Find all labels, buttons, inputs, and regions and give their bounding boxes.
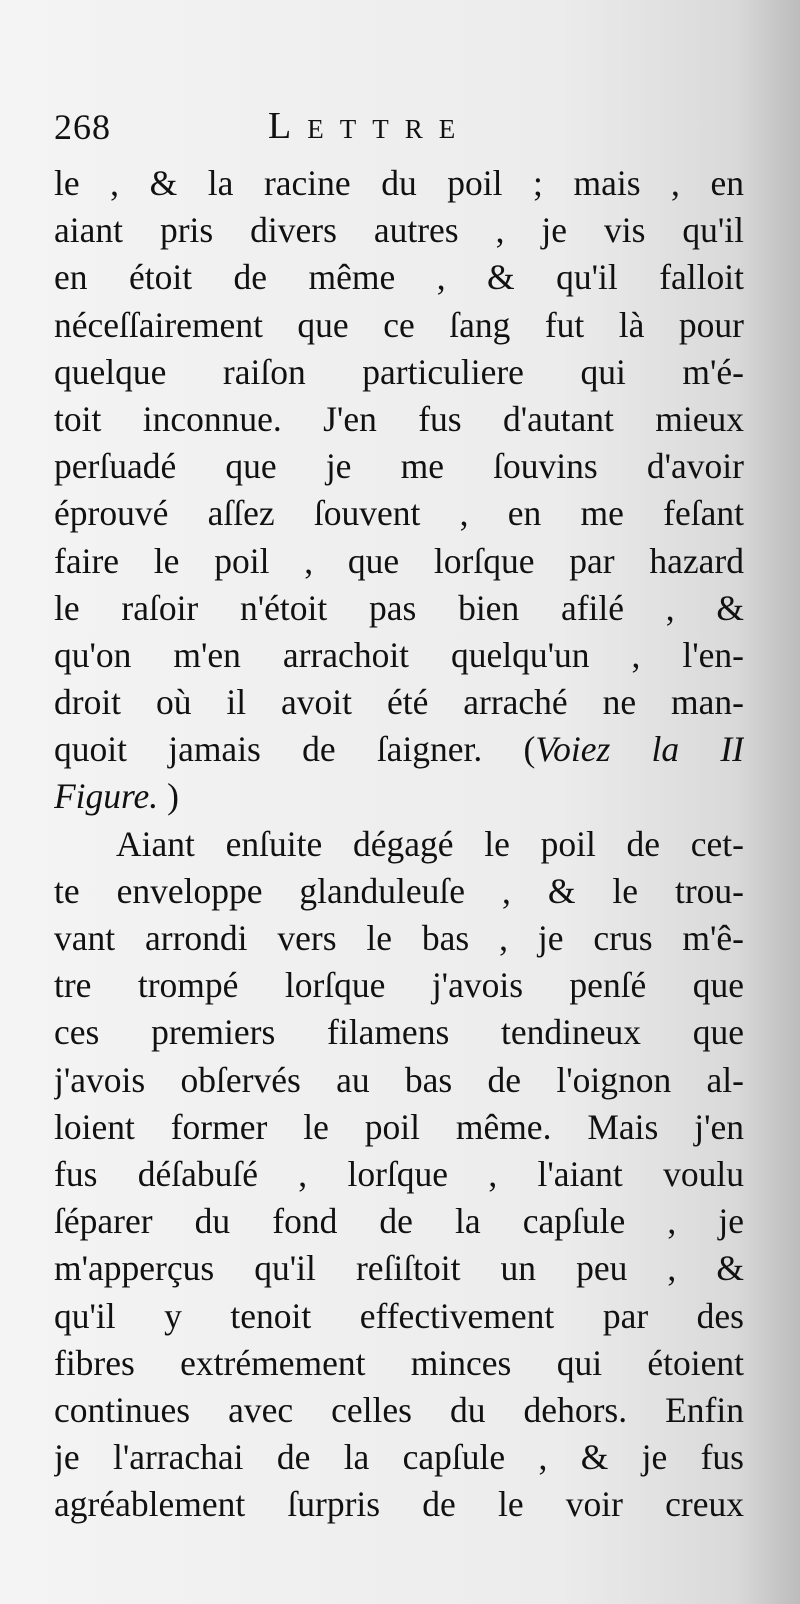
running-head: Lettre bbox=[268, 105, 472, 147]
text-segment: quoit jamais de ſaigner. ( bbox=[54, 729, 536, 770]
page-number: 268 bbox=[54, 107, 111, 147]
text-segment: ) bbox=[167, 776, 179, 817]
text-line: quelque raiſon particuliere qui m'é- bbox=[54, 351, 744, 392]
text-line: toit inconnue. J'en fus d'autant mieux bbox=[54, 398, 744, 439]
text-line: aiant pris divers autres , je vis qu'il bbox=[54, 210, 744, 251]
text-line: éprouvé aſſez ſouvent , en me feſant bbox=[54, 493, 744, 534]
text-line: ſéparer du fond de la capſule , je bbox=[54, 1201, 744, 1242]
text-line: ces premiers filamens tendineux que bbox=[54, 1012, 744, 1053]
page-header bbox=[54, 100, 734, 160]
text-line: néceſſairement que ce ſang fut là pour bbox=[54, 304, 744, 345]
body-text bbox=[54, 160, 744, 1528]
text-line: droit où il avoit été arraché ne man- bbox=[54, 682, 744, 723]
text-line: fibres extrémement minces qui étoient bbox=[54, 1342, 744, 1383]
text-line: faire le poil , que lorſque par hazard bbox=[54, 540, 744, 581]
text-line: le , & la racine du poil ; mais , en bbox=[54, 163, 744, 203]
text-line bbox=[54, 773, 744, 820]
figure-reference: Voiez la II bbox=[535, 729, 744, 770]
text-line: Aiant enſuite dégagé le poil de cet- bbox=[116, 823, 744, 864]
text-line: en étoit de même , & qu'il falloit bbox=[54, 257, 744, 298]
text-line: tre trompé lorſque j'avois penſé que bbox=[54, 965, 744, 1006]
text-line: loient former le poil même. Mais j'en bbox=[54, 1106, 744, 1147]
text-line: perſuadé que je me ſouvins d'avoir bbox=[54, 446, 744, 487]
text-line: continues avec celles du dehors. Enfin bbox=[54, 1389, 744, 1430]
text-line: qu'on m'en arrachoit quelqu'un , l'en- bbox=[54, 634, 744, 675]
text-line: j'avois obſervés au bas de l'oignon al- bbox=[54, 1059, 744, 1100]
text-line: te enveloppe glanduleuſe , & le trou- bbox=[54, 870, 744, 911]
text-line: agréablement ſurpris de le voir creux bbox=[54, 1484, 744, 1525]
text-line: je l'arrachai de la capſule , & je fus bbox=[54, 1437, 744, 1478]
text-line: fus déſabuſé , lorſque , l'aiant voulu bbox=[54, 1153, 744, 1194]
figure-reference: Figure. bbox=[54, 776, 159, 817]
text-line: vant arrondi vers le bas , je crus m'ê- bbox=[54, 918, 744, 958]
text-line: le raſoir n'étoit pas bien afilé , & bbox=[54, 587, 744, 628]
text-line bbox=[54, 726, 744, 773]
text-line: m'apperçus qu'il reſiſtoit un peu , & bbox=[54, 1248, 744, 1289]
text-line: qu'il y tenoit effectivement par des bbox=[54, 1295, 744, 1336]
